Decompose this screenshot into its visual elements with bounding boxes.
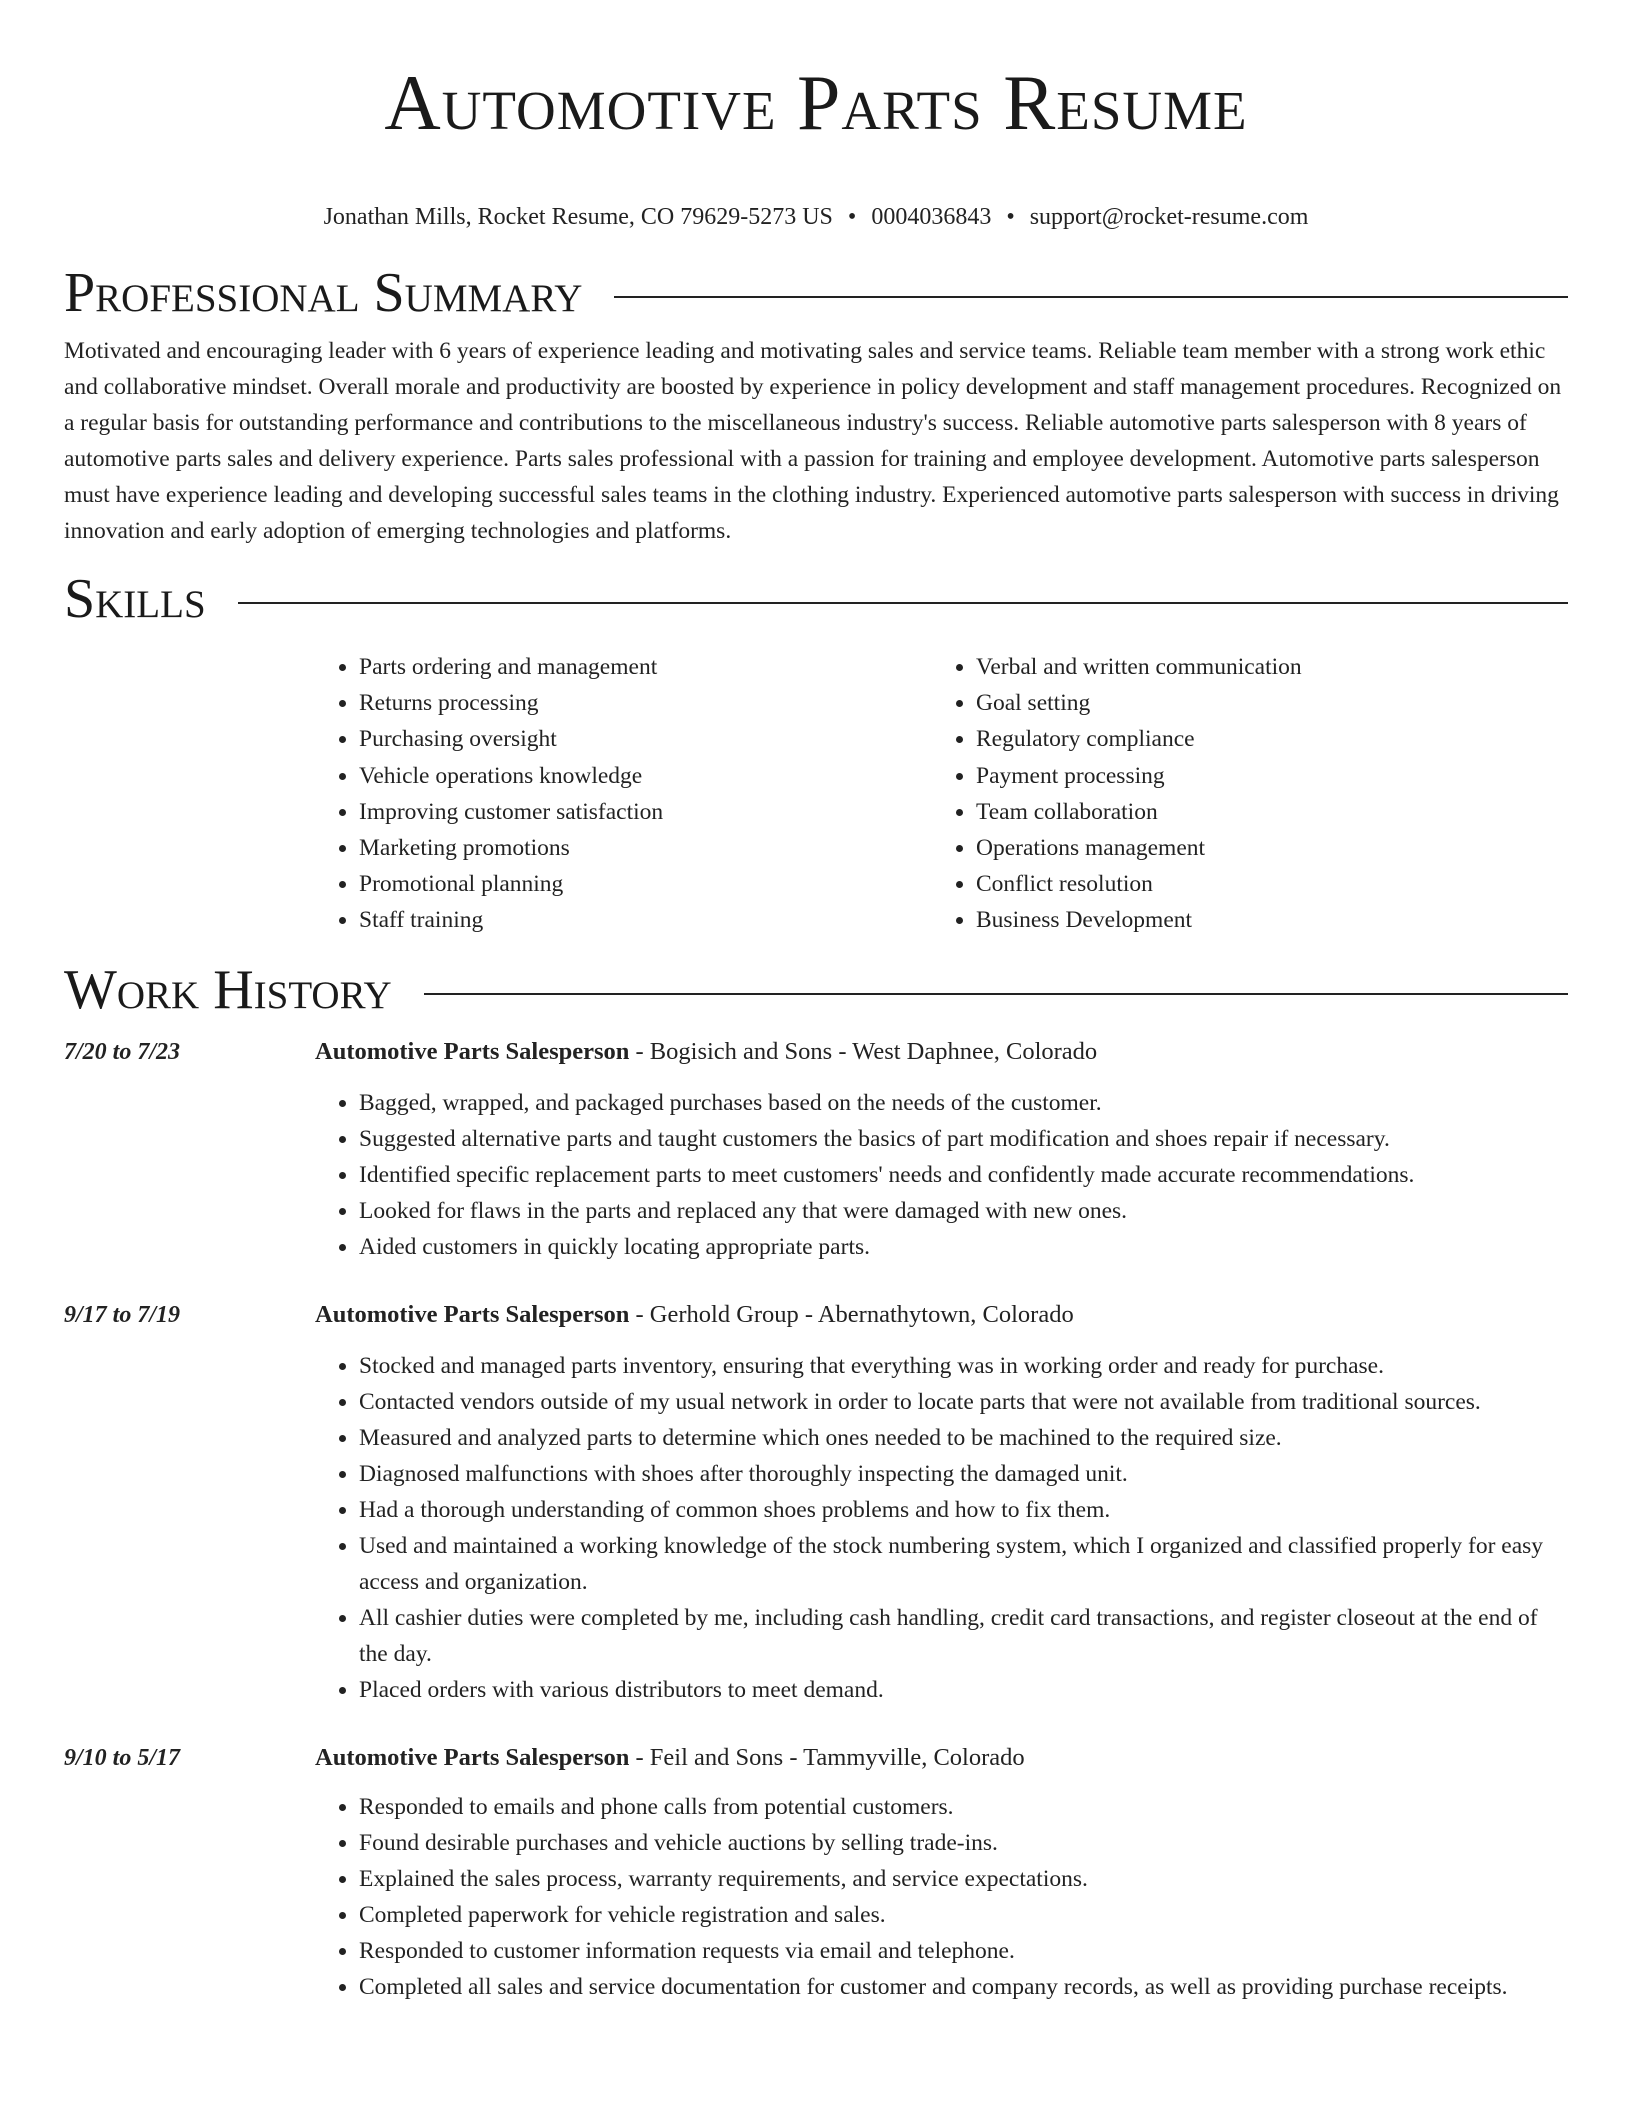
job-bullet: • Identified specific replacement parts to meet customers' needs and confidently made accurate recommendations. [359,1157,1568,1193]
job-bullet: • Found desirable purchases and vehicle auctions by selling trade-ins. [359,1825,1568,1861]
skills-list [315,649,1568,939]
skill-item: • Marketing promotions [359,830,932,866]
job-bullet: • Looked for flaws in the parts and replaced any that were damaged with new ones. [359,1193,1568,1229]
skill-item: • Staff training [359,902,932,938]
job-bullet: • Completed paperwork for vehicle registration and sales. [359,1897,1568,1933]
job-heading [315,1741,1568,1775]
contact-line [64,202,1568,232]
document-title: Automotive Parts Resume [384,59,1248,146]
work-heading: Work History [64,958,392,1021]
job-bullet: • Completed all sales and service documentation for customer and company records, as well as providing purchase receipts. [359,1969,1568,2005]
job-bullet: • Diagnosed malfunctions with shoes after thoroughly inspecting the damaged unit. [359,1456,1568,1492]
section-divider [614,296,1568,298]
summary-heading: Professional Summary [64,262,583,324]
work-section-header [64,958,1568,1022]
skill-item: • Payment processing [976,758,1549,794]
summary-text: Motivated and encouraging leader with 6 years of experience leading and motivating sales and service teams. Reliable team member with a strong work ethic and collaborative mindset. Overall morale and productivity are boosted by experience in policy development and staff management procedures. Recognized on a regular basis for outstanding performance and contributions to the miscellaneous industry's success. Reliable automotive parts salesperson with 8 years of automotive parts sales and delivery experience. Parts sales professional with a passion for training and employee development. Automotive parts salesperson must have experience leading and developing successful sales teams in the clothing industry. Experienced automotive parts salesperson with success in driving innovation and early adoption of emerging technologies and platforms. [64,338,1562,544]
resume-page [64,0,1568,2005]
section-divider [238,602,1568,604]
skill-item: • Conflict resolution [976,866,1549,902]
job-bullet-list [315,1085,1568,1265]
skill-item: • Parts ordering and management [359,649,932,685]
skill-item: • Promotional planning [359,866,932,902]
job-bullet: • Aided customers in quickly locating appropriate parts. [359,1229,1568,1265]
job-bullet-list [315,1348,1568,1708]
job-details [315,1741,1568,2005]
job-bullet: • Used and maintained a working knowledge of the stock numbering system, which I organized and classified properly for easy access and organization. [359,1528,1568,1600]
job-entry [64,1035,1568,1265]
section-divider [424,993,1568,995]
skills-heading: Skills [64,568,206,630]
skill-item: • Verbal and written communication [976,649,1549,685]
skill-item: • Vehicle operations knowledge [359,758,932,794]
job-title: Automotive Parts Salesperson [315,1037,630,1065]
job-bullet: • Contacted vendors outside of my usual network in order to locate parts that were not available from traditional sources. [359,1384,1568,1420]
job-dates: 9/17 to 7/19 [64,1301,181,1328]
contact-email: support@rocket-resume.com [1029,204,1309,230]
job-company: - Gerhold Group - Abernathytown, Colorado [629,1300,1074,1328]
job-bullet: • Responded to emails and phone calls from potential customers. [359,1789,1568,1825]
job-bullet: • Had a thorough understanding of common shoes problems and how to fix them. [359,1492,1568,1528]
job-dates: 9/10 to 5/17 [64,1744,181,1771]
contact-separator: • [847,204,857,230]
summary-section-header [64,261,1568,325]
contact-address: Jonathan Mills, Rocket Resume, CO 79629-5273 US [323,204,833,230]
job-entry [64,1741,1568,2005]
job-heading [315,1035,1568,1069]
skill-item: • Business Development [976,902,1549,938]
skill-item: • Team collaboration [976,794,1549,830]
job-entry [64,1298,1568,1708]
skill-item: • Purchasing oversight [359,721,932,757]
job-title: Automotive Parts Salesperson [315,1300,630,1328]
job-bullet: • Responded to customer information requests via email and telephone. [359,1933,1568,1969]
skill-item: • Improving customer satisfaction [359,794,932,830]
skill-item: • Operations management [976,830,1549,866]
job-bullet: • Placed orders with various distributors to meet demand. [359,1672,1568,1708]
job-details [315,1298,1568,1708]
job-bullet: • Stocked and managed parts inventory, ensuring that everything was in working order and ready for purchase. [359,1348,1568,1384]
job-dates: 7/20 to 7/23 [64,1038,181,1065]
job-bullet: • Measured and analyzed parts to determine which ones needed to be machined to the required size. [359,1420,1568,1456]
job-bullet-list [315,1789,1568,2005]
skills-column-right [932,649,1549,939]
job-heading [315,1298,1568,1332]
skills-section-header [64,567,1568,631]
job-bullet: • Suggested alternative parts and taught customers the basics of part modification and shoes repair if necessary. [359,1121,1568,1157]
job-bullet: • All cashier duties were completed by me, including cash handling, credit card transactions, and register closeout at the end of the day. [359,1600,1568,1672]
skill-item: • Goal setting [976,685,1549,721]
skill-item: • Returns processing [359,685,932,721]
job-details [315,1035,1568,1265]
job-bullet: • Explained the sales process, warranty requirements, and service expectations. [359,1861,1568,1897]
job-company: - Bogisich and Sons - West Daphnee, Colorado [629,1037,1098,1065]
job-bullet: • Bagged, wrapped, and packaged purchases based on the needs of the customer. [359,1085,1568,1121]
job-title: Automotive Parts Salesperson [315,1743,630,1771]
skill-item: • Regulatory compliance [976,721,1549,757]
contact-phone: 0004036843 [871,204,992,230]
contact-separator: • [1006,204,1015,230]
job-company: - Feil and Sons - Tammyville, Colorado [629,1743,1025,1771]
skills-column-left [315,649,932,939]
